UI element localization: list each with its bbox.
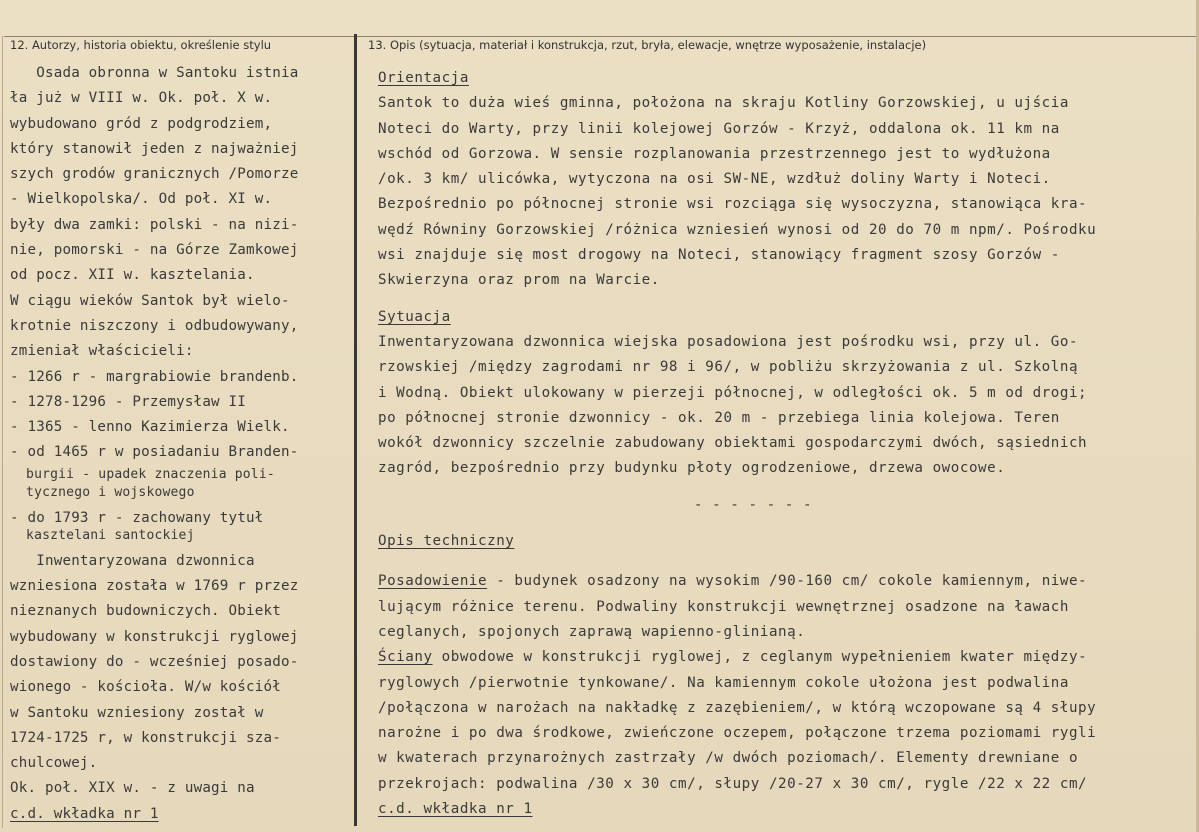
text-line: w kwaterach przynarożnych zastrzały /w dwóch poziomach/. Elementy drewniane o bbox=[378, 750, 1079, 767]
text-line: 1724-1725 r, w konstrukcji sza- bbox=[10, 729, 281, 746]
continuation-note: c.d. wkładka nr 1 bbox=[10, 805, 159, 822]
sciany-label: Ściany bbox=[378, 649, 433, 666]
text-line: Skwierzyna oraz prom na Warcie. bbox=[378, 272, 660, 289]
text-line: wsi znajduje się most drogowy na Noteci, stanowiący fragment szosy Gorzów - bbox=[378, 247, 1060, 264]
text-line: chulcowej. bbox=[10, 755, 98, 772]
sciany-paragraph-first bbox=[378, 645, 1188, 670]
text-line: Santok to duża wieś gminna, położona na skraju Kotliny Gorzowskiej, u ujścia bbox=[378, 95, 1069, 112]
text-line: - 1278-1296 - Przemysław II bbox=[10, 393, 247, 410]
posadowienie-text: - budynek osadzony na wysokim /90-160 cm/ cokole kamiennym, niwe- bbox=[487, 573, 1088, 590]
text-line: Inwentaryzowana dzwonnica wiejska posadowiona jest pośrodku wsi, przy ul. Go- bbox=[378, 333, 1079, 350]
text-line: wschód od Gorzowa. W sensie rozplanowania przestrzennego jest to wydłużona bbox=[378, 145, 1051, 162]
text-line: tycznego i wojskowego bbox=[10, 484, 195, 500]
left-edge-line bbox=[2, 36, 3, 828]
text-line: burgii - upadek znaczenia poli- bbox=[10, 466, 275, 482]
text-line: w Santoku wzniesiony został w bbox=[10, 704, 264, 721]
text-line: Noteci do Warty, przy linii kolejowej Gorzów - Krzyż, oddalona ok. 11 km na bbox=[378, 120, 1060, 137]
text-line: wokół dzwonnicy szczelnie zabudowany obiektami gospodarczymi dwóch, sąsiednich bbox=[378, 435, 1088, 452]
left-column-history bbox=[10, 61, 356, 827]
text-line: ceglanych, spojonych zaprawą wapienno-glinianą. bbox=[378, 623, 806, 640]
text-line: Bezpośrednio po północnej stronie wsi rozciąga się wysoczyzna, stanowiąca kra- bbox=[378, 196, 1088, 213]
text-line: lującym różnice terenu. Podwaliny konstrukcji wewnętrznej osadzone na ławach bbox=[378, 598, 1069, 615]
text-line: ryglowych /pierwotnie tynkowane/. Na kamiennym cokole ułożona jest podwalina bbox=[378, 674, 1069, 691]
text-line: były dwa zamki: polski - na nizi- bbox=[10, 216, 299, 233]
text-line: Osada obronna w Santoku istnia bbox=[10, 65, 299, 81]
text-line: narożne i po dwa środkowe, zwieńczone oczepem, połączone trzema poziomami rygli bbox=[378, 725, 1097, 742]
text-line: który stanowił jeden z najważniej bbox=[10, 140, 299, 157]
text-line: i Wodną. Obiekt ulokowany w pierzeji północnej, w odległości ok. 5 m od drogi; bbox=[378, 384, 1088, 401]
text-line: ła już w VIII w. Ok. poł. X w. bbox=[10, 90, 273, 107]
text-line: /ok. 3 km/ ulicówka, wytyczona na osi SW-NE, wzdłuż doliny Warty i Noteci. bbox=[378, 171, 1051, 188]
text-line: /połączona w narożach na nakładkę z zazębieniem/, w którą wczopowane są 4 słupy bbox=[378, 699, 1097, 716]
right-column-header: 13. Opis (sytuacja, materiał i konstrukcja, rzut, bryła, elewacje, wnętrze wyposażenie, instalacje) bbox=[368, 38, 927, 52]
section-heading-orientacja: Orientacja bbox=[378, 70, 469, 86]
text-line: kasztelani santockiej bbox=[10, 527, 195, 543]
header-rule bbox=[4, 36, 1196, 37]
text-line: W ciągu wieków Santok był wielo- bbox=[10, 292, 290, 309]
text-line: szych grodów granicznych /Pomorze bbox=[10, 166, 299, 183]
text-line: wędź Równiny Gorzowskiej /różnica wzniesień wynosi od 20 do 70 m npm/. Pośrodku bbox=[378, 221, 1097, 238]
text-line: od pocz. XII w. kasztelania. bbox=[10, 267, 255, 284]
text-line: nieznanych budowniczych. Obiekt bbox=[10, 603, 281, 620]
text-line: - 1365 - lenno Kazimierza Wielk. bbox=[10, 419, 290, 436]
sciany-text: obwodowe w konstrukcji ryglowej, z ceglanym wypełnieniem kwater między- bbox=[432, 649, 1088, 666]
posadowienie-label: Posadowienie bbox=[378, 573, 488, 590]
section-heading-opis-techniczny: Opis techniczny bbox=[378, 533, 515, 550]
text-line: wzniesiona została w 1769 r przez bbox=[10, 578, 299, 595]
text-line: - do 1793 r - zachowany tytuł bbox=[10, 509, 264, 526]
posadowienie-paragraph-first bbox=[378, 569, 1188, 594]
section-heading-sytuacja: Sytuacja bbox=[378, 308, 451, 325]
text-line: krotnie niszczony i odbudowywany, bbox=[10, 317, 299, 334]
text-line: - 1266 r - margrabiowie brandenb. bbox=[10, 368, 299, 385]
left-column-header: 12. Autorzy, historia obiektu, określenie stylu bbox=[10, 38, 272, 52]
text-line: dostawiony do - wcześniej posado- bbox=[10, 653, 299, 670]
continuation-note: c.d. wkładka nr 1 bbox=[378, 801, 533, 818]
text-line: Inwentaryzowana dzwonnica bbox=[10, 552, 255, 569]
text-line: nie, pomorski - na Górze Zamkowej bbox=[10, 242, 299, 259]
text-line: - Wielkopolska/. Od poł. XI w. bbox=[10, 191, 273, 208]
right-column-description bbox=[378, 66, 1188, 822]
text-line: wybudowano gród z podgrodziem, bbox=[10, 115, 273, 132]
text-line: przekrojach: podwalina /30 x 30 cm/, słupy /20-27 x 30 cm/, rygle /22 x 22 cm/ bbox=[378, 775, 1088, 792]
text-line: Ok. poł. XIX w. - z uwagi na bbox=[10, 780, 255, 797]
section-separator: - - - - - - - bbox=[693, 496, 813, 513]
text-line: wionego - kościoła. W/w kościół bbox=[10, 679, 281, 696]
text-line: - od 1465 r w posiadaniu Branden- bbox=[10, 444, 299, 461]
text-line: rzowskiej /między zagrodami nr 98 i 96/, w pobliżu skrzyżowania z ul. Szkolną bbox=[378, 359, 1079, 376]
text-line: po północnej stronie dzwonnicy - ok. 20 m - przebiega linia kolejowa. Teren bbox=[378, 409, 1060, 426]
text-line: zagród, bezpośrednio przy budynku płoty ogrodzeniowe, drzewa owocowe. bbox=[378, 460, 1006, 477]
text-line: zmieniał właścicieli: bbox=[10, 343, 194, 360]
text-line: wybudowany w konstrukcji ryglowej bbox=[10, 628, 299, 645]
